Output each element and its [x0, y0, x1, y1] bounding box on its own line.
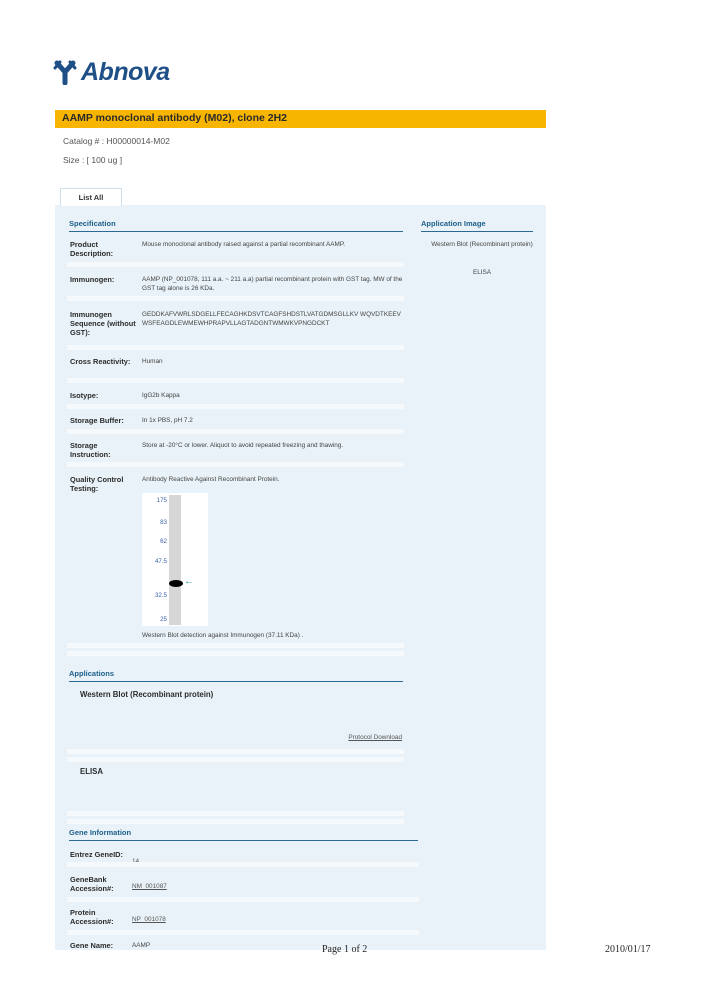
application-western-blot: Western Blot (Recombinant protein) [80, 690, 214, 699]
abnova-logo [52, 57, 170, 87]
print-date: 2010/01/17 [605, 944, 651, 955]
gene-value-gene-name: AAMP [132, 942, 151, 949]
genebank-accession-link[interactable]: NM_001087 [132, 883, 167, 890]
row-divider [67, 811, 404, 816]
blot-marker: 47.5 [154, 558, 167, 565]
spec-label-product-description: Product Description: [70, 240, 114, 258]
page-number: Page 1 of 2 [322, 944, 368, 955]
brand-name: Abnova [81, 57, 170, 86]
spec-label-storage-buffer: Storage Buffer: [70, 416, 124, 425]
spec-label-immunogen: Immunogen: [70, 275, 115, 284]
row-divider [67, 651, 404, 656]
spec-label-immunogen-sequence: Immunogen Sequence (without GST): [70, 310, 136, 337]
gene-label-gene-name: Gene Name: [70, 941, 114, 950]
tab-list-all[interactable]: List All [60, 188, 122, 206]
protocol-download-link[interactable]: Protocol Download [348, 734, 402, 741]
blot-lane [169, 495, 181, 625]
gene-label-entrez-id: Entrez GeneID: [70, 850, 123, 859]
gene-information-heading: Gene Information [69, 828, 418, 841]
application-image-elisa[interactable]: ELISA [472, 269, 492, 276]
catalog-number: Catalog # : H00000014-M02 [63, 136, 170, 146]
product-title: AAMP monoclonal antibody (M02), clone 2H2 [62, 112, 288, 124]
gene-label-protein: Protein Accession#: [70, 908, 114, 926]
gene-genebank-wrapper [132, 875, 167, 893]
spec-label-quality-control: Quality Control Testing: [70, 475, 124, 493]
blot-marker: 25 [160, 616, 167, 623]
row-divider [67, 404, 404, 409]
applications-heading: Applications [69, 669, 403, 682]
application-image-western-blot[interactable]: Western Blot (Recombinant protein) [431, 241, 533, 248]
product-size: Size : [ 100 ug ] [63, 155, 123, 165]
row-divider [67, 862, 419, 867]
spec-value-storage-buffer: In 1x PBS, pH 7.2 [142, 417, 193, 424]
protocol-download-wrapper [300, 726, 402, 744]
gene-protein-wrapper [132, 908, 166, 926]
blot-caption: Western Blot detection against Immunogen (37.11 KDa) . [142, 632, 304, 639]
antibody-logo-icon [52, 59, 78, 85]
blot-marker: 32.5 [154, 592, 167, 599]
row-divider [67, 262, 404, 267]
spec-value-immunogen-sequence: GEDDKAFVWRLSDGELLFECAGHKDSVTCAGFSHDSTLVATGDMSGLLKV WQVDTKEEVWSFEAGDLEWMEWHPRAPVLLAGTADGNTWMWKVPNGDCKT [142, 311, 401, 327]
product-title-bar [55, 110, 546, 128]
application-image-heading: Application Image [421, 219, 533, 232]
blot-marker: 83 [160, 519, 167, 526]
row-divider [67, 296, 404, 301]
protein-accession-link[interactable]: NP_001078 [132, 916, 166, 923]
spec-value-isotype: IgG2b Kappa [142, 392, 180, 399]
row-divider [67, 345, 404, 350]
row-divider [67, 757, 404, 762]
row-divider [67, 897, 419, 902]
row-divider [67, 819, 404, 824]
blot-marker: 175 [156, 497, 167, 504]
spec-value-quality-control: Antibody Reactive Against Recombinant Protein. [142, 476, 280, 483]
spec-value-product-description: Mouse monoclonal antibody raised against a partial recombinant AAMP. [142, 241, 346, 248]
spec-value-cross-reactivity: Human [142, 358, 163, 365]
specification-heading: Specification [69, 219, 403, 232]
row-divider [67, 643, 404, 648]
blot-band [169, 580, 183, 587]
spec-label-isotype: Isotype: [70, 391, 99, 400]
row-divider [67, 429, 404, 434]
row-divider [67, 378, 404, 383]
spec-value-storage-instruction: Store at -20°C or lower. Aliquot to avoid repeated freezing and thawing. [142, 442, 344, 449]
spec-value-immunogen: AAMP (NP_001078, 111 a.a. ~ 211 a.a) partial recombinant protein with GST tag. MW of the GST tag alone is 26 KDa. [142, 276, 403, 292]
row-divider [67, 930, 419, 935]
spec-label-cross-reactivity: Cross Reactivity: [70, 357, 131, 366]
blot-marker: 62 [160, 538, 167, 545]
row-divider [67, 462, 404, 467]
row-divider [67, 749, 404, 754]
arrow-left-icon: ← [184, 576, 194, 587]
gene-label-genebank: GeneBank Accession#: [70, 875, 114, 893]
application-elisa: ELISA [80, 767, 103, 776]
spec-label-storage-instruction: Storage Instruction: [70, 441, 111, 459]
